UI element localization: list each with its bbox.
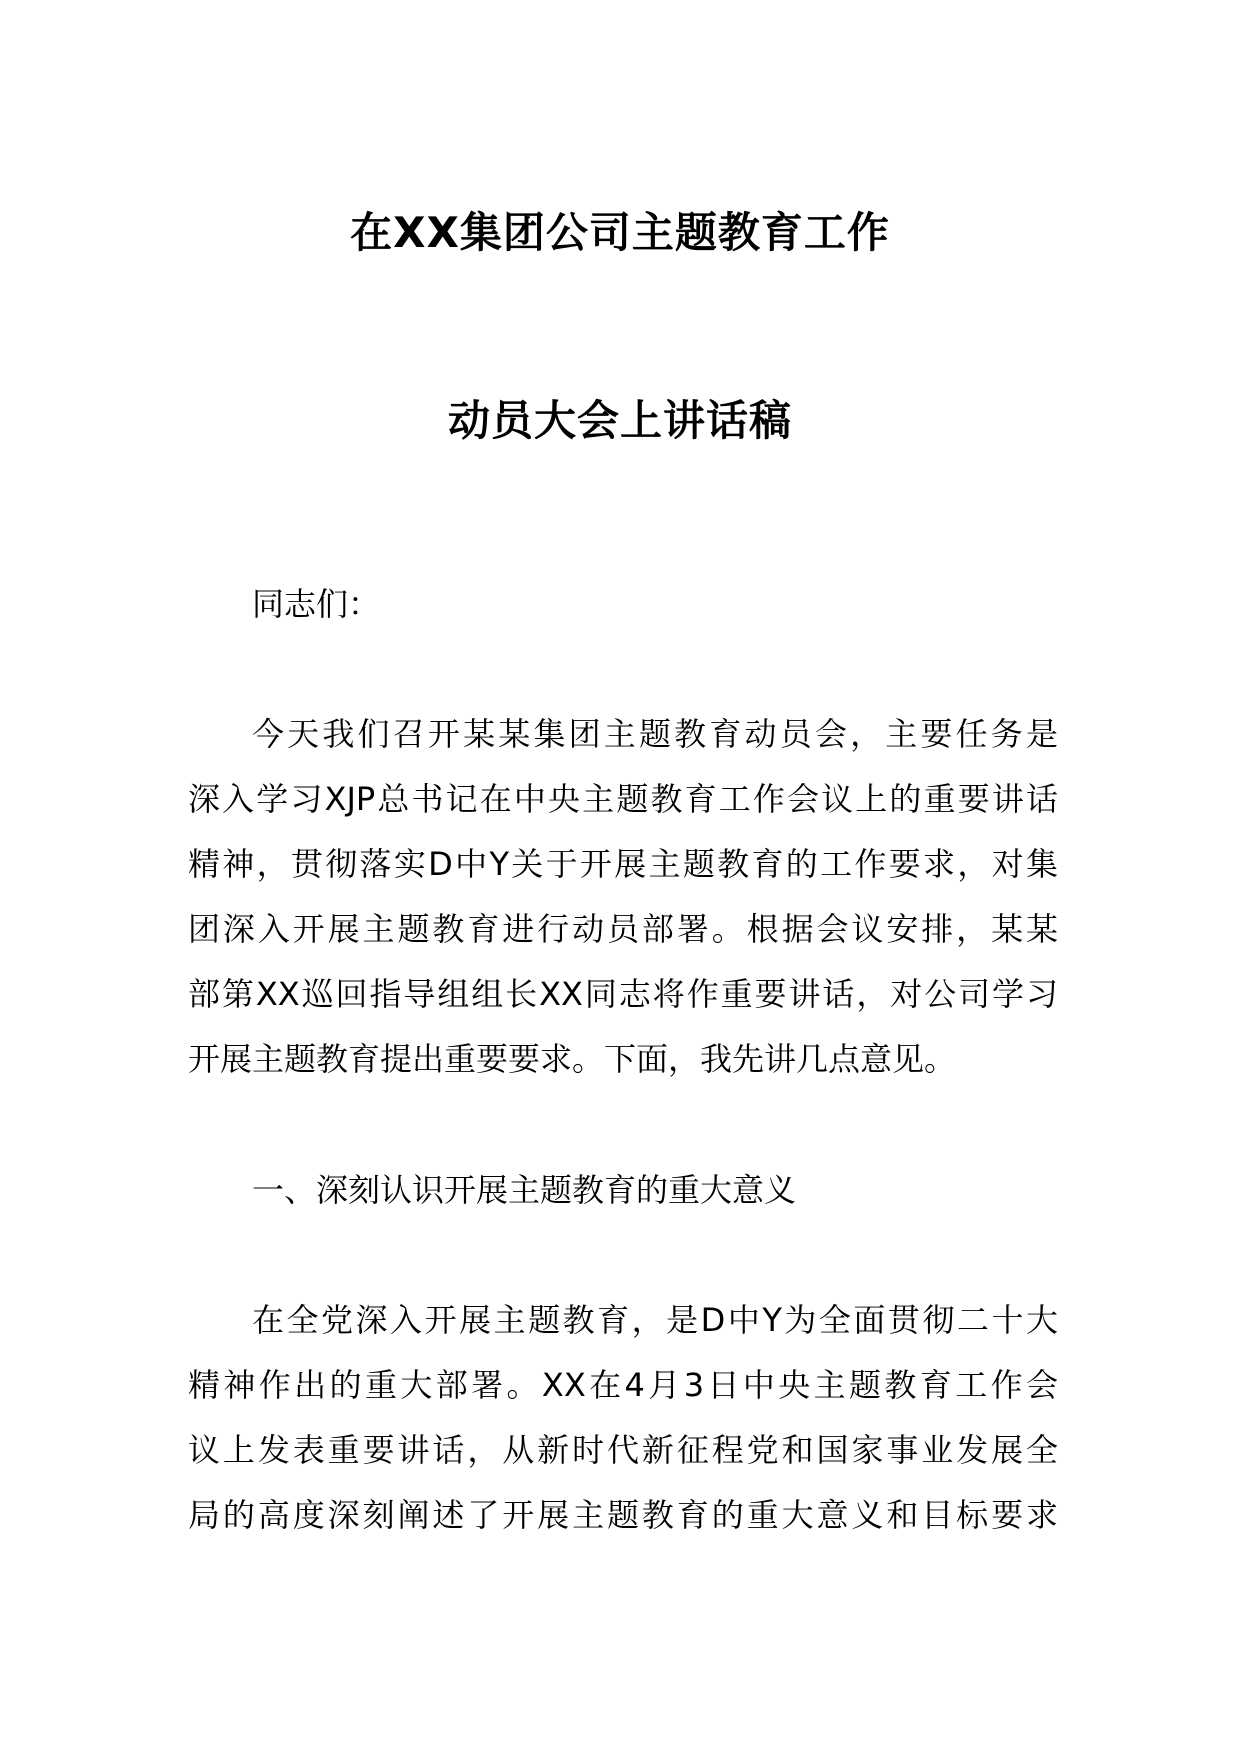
paragraph-line: 开展主题教育提出重要要求。下面，我先讲几点意见。 [188, 1040, 957, 1078]
paragraph-line: 在全党深入开展主题教育，是D中Y为全面贯彻二十大 [252, 1301, 1058, 1339]
paragraph-line: 部第XX巡回指导组组长XX同志将作重要讲话，对公司学习 [188, 975, 1058, 1013]
paragraph-line: 今天我们召开某某集团主题教育动员会，主要任务是 [252, 715, 1058, 753]
section-heading-1 [188, 1158, 1058, 1223]
paragraph-line: 精神，贯彻落实D中Y关于开展主题教育的工作要求，对集 [188, 845, 1058, 883]
paragraph-line: 局的高度深刻阐述了开展主题教育的重大意义和目标要求 [188, 1496, 1058, 1534]
salutation-text: 同志们： [252, 585, 381, 623]
paragraph-1 [188, 702, 1058, 1092]
paragraph-line: 团深入开展主题教育进行动员部署。根据会议安排，某某 [188, 910, 1058, 948]
paragraph-line: 议上发表重要讲话，从新时代新征程党和国家事业发展全 [188, 1431, 1058, 1469]
salutation [188, 572, 1058, 637]
document-title-line-2: 动员大会上讲话稿 [447, 396, 792, 445]
paragraph-line: 精神作出的重大部署。XX在4月3日中央主题教育工作会 [188, 1366, 1058, 1404]
section-heading-text: 一、深刻认识开展主题教育的重大意义 [252, 1171, 797, 1209]
paragraph-line: 深入学习XJP总书记在中央主题教育工作会议上的重要讲话 [188, 780, 1058, 818]
document-title-line-1: 在XX集团公司主题教育工作 [350, 208, 890, 257]
paragraph-2 [188, 1288, 1058, 1548]
